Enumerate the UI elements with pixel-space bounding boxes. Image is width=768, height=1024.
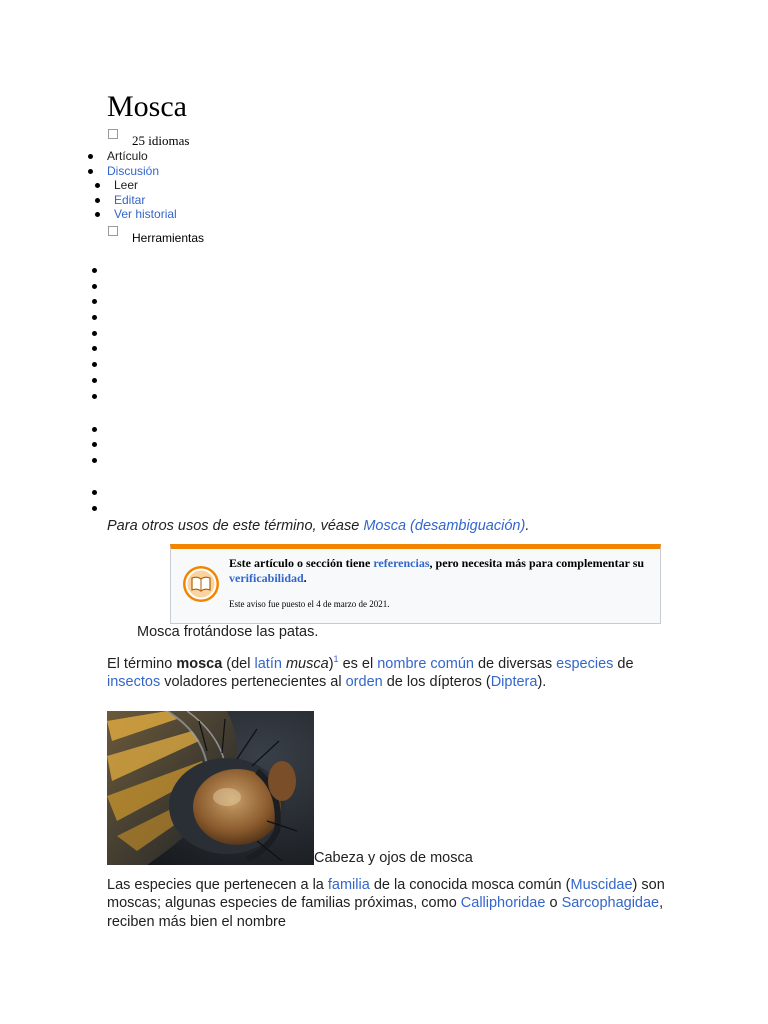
image-caption-fly-head: Cabeza y ojos de mosca [314,850,473,866]
tab-article-label: Artículo [107,149,148,163]
text-run: de [613,655,634,672]
tab-read-label: Leer [114,178,139,192]
tab-history-link[interactable]: Ver historial [114,207,177,221]
tab-edit-link[interactable]: Editar [114,192,146,207]
tools-toggle-checkbox[interactable] [108,226,118,236]
link-latin[interactable]: latín [254,655,282,672]
references-link[interactable]: referencias [373,556,430,570]
text-run: ) [328,655,334,672]
term-bold: mosca [176,655,223,672]
notice-text [229,556,657,586]
list-item [92,268,97,273]
intro-paragraph [107,650,667,691]
image-caption-fly-rubbing: Mosca frotándose las patas. [137,624,319,640]
list-item [92,506,97,511]
view-tabs [114,178,177,222]
text-run: ) son moscas; algunas especies de familias próximas, como [107,877,665,912]
list-item [92,284,97,289]
list-item [92,299,97,304]
fly-head-illustration [107,711,314,865]
text-run: voladores pertenecientes al [160,674,346,691]
fly-head-photo[interactable] [107,711,314,865]
text-run: ). [537,674,547,691]
tab-discussion[interactable] [107,164,159,179]
tab-edit[interactable] [114,193,177,208]
disambiguation-link[interactable]: Mosca (desambiguación) [363,518,526,534]
link-family[interactable]: familia [327,877,370,893]
list-item [92,490,97,495]
link-insects[interactable]: insectos [107,674,161,691]
latin-term: musca [285,655,329,672]
link-diptera[interactable]: Diptera [490,674,538,691]
text-run: (del [222,655,255,672]
language-count-label[interactable]: 25 idiomas [132,133,190,148]
hatnote-suffix: . [525,518,530,534]
tab-discussion-link[interactable]: Discusión [107,163,160,178]
namespace-tabs [107,149,159,178]
link-common-name[interactable]: nombre común [377,655,474,672]
link-order[interactable]: orden [345,674,383,691]
language-toggle-checkbox[interactable] [108,129,118,139]
notice-date: Este aviso fue puesto el 4 de marzo de 2021. [229,599,390,609]
hatnote-prefix: Para otros usos de este término, véase [107,518,364,534]
disambiguation-hatnote [107,518,529,534]
list-item [92,362,97,367]
text-run: de diversas [473,655,557,672]
text-run: El término [107,655,177,672]
notice-text-part: . [303,571,307,585]
tab-read[interactable] [114,178,177,193]
notice-text-part: , pero necesita más para complementar su [429,556,645,570]
page-title: Mosca [107,90,187,123]
text-run: Las especies que pertenecen a la [107,877,328,893]
tab-article[interactable] [107,149,159,164]
text-run: es el [338,655,378,672]
text-run: o [545,895,562,912]
text-run: , reciben más bien el nombre [107,895,664,930]
species-paragraph [107,876,667,931]
list-item [92,458,97,463]
tools-label[interactable]: Herramientas [132,231,205,245]
list-item [92,346,97,351]
list-item [92,442,97,447]
tab-history[interactable] [114,207,177,222]
text-run: de la conocida mosca común ( [369,877,571,893]
link-sarcophagidae[interactable]: Sarcophagidae [561,895,660,912]
list-item [92,378,97,383]
list-item [92,394,97,399]
book-icon [182,565,220,603]
link-calliphoridae[interactable]: Calliphoridae [460,895,546,912]
reference-link[interactable]: 1 [333,654,339,664]
references-notice-box [170,544,661,624]
link-muscidae[interactable]: Muscidae [570,877,633,893]
list-item [92,331,97,336]
notice-text-part: Este artículo o sección tiene [229,556,374,570]
list-item [92,427,97,432]
list-item [92,315,97,320]
text-run: de los dípteros ( [382,674,491,691]
verifiability-link[interactable]: verificabilidad [229,571,304,585]
link-species[interactable]: especies [556,655,614,672]
